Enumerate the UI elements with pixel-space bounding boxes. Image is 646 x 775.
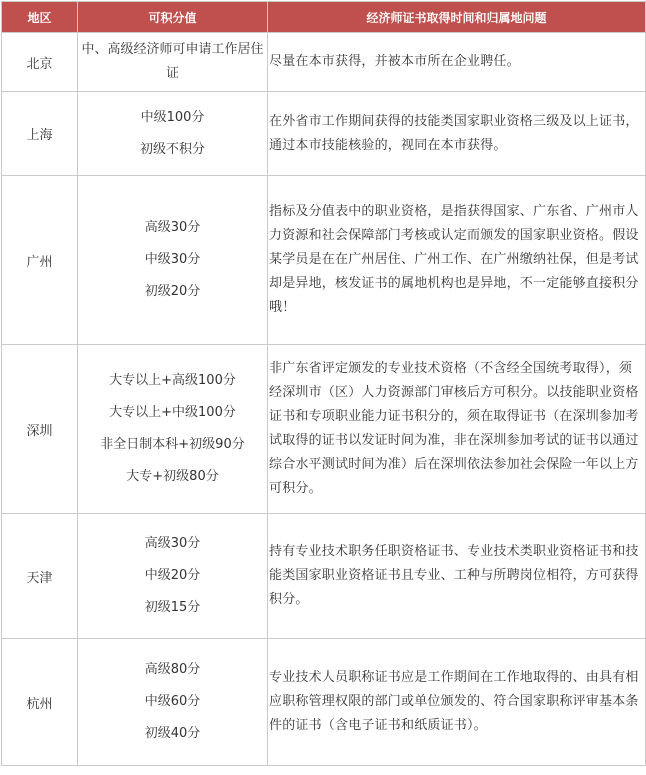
points-cell [78, 92, 268, 176]
table-row [2, 176, 646, 345]
points-item: 大专以上+中级100分 [109, 405, 236, 420]
points-item: 中、高级经济师可申请工作居住证 [81, 42, 264, 81]
points-item: 初级不积分 [139, 141, 205, 157]
region-cell: 广州 [2, 176, 78, 345]
points-cell [78, 345, 268, 514]
table-row [2, 639, 646, 766]
points-item: 初级15分 [144, 600, 201, 615]
region-cell: 深圳 [2, 345, 78, 514]
points-cell [78, 176, 268, 345]
points-cell [78, 514, 268, 639]
points-item: 高级30分 [144, 220, 201, 235]
points-item: 中级30分 [144, 252, 201, 267]
region-cell: 上海 [2, 92, 78, 176]
description-cell: 尽量在本市获得，并被本市所在企业聘任。 [268, 33, 646, 92]
description-cell: 持有专业技术职务任职资格证书、专业技术类职业资格证书和技能类国家职业资格证书且专业、工种与所聘岗位相符，方可获得积分。 [268, 514, 646, 639]
description-cell: 专业技术人员职称证书应是工作期间在工作地取得的、由具有相应职称管理权限的部门或单位颁发的、符合国家职称评审基本条件的证书（含电子证书和纸质证书）。 [268, 639, 646, 766]
description-cell: 指标及分值表中的职业资格，是指获得国家、广东省、广州市人力资源和社会保障部门考核或认定而颁发的国家职业资格。假设某学员是在在广州居住、广州工作、在广州缴纳社保，但是考试却是异地，核发证书的属地机构也是异地，不一定能够直接积分哦！ [268, 176, 646, 345]
points-item: 高级80分 [144, 662, 201, 677]
region-cell: 天津 [2, 514, 78, 639]
description-cell: 非广东省评定颁发的专业技术资格（不含经全国统考取得），须经深圳市（区）人力资源部门审核后方可积分。以技能职业资格证书和专项职业能力证书积分的，须在取得证书（在深圳参加考试取得的证书以发证时间为准，非在深圳参加考试的证书以通过综合水平测试时间为准）后在深圳依法参加社会保险一年以上方可积分。 [268, 345, 646, 514]
table-row [2, 514, 646, 639]
header-points: 可积分值 [78, 2, 268, 33]
description-cell: 在外省市工作期间获得的技能类国家职业资格三级及以上证书，通过本市技能核验的，视同在本市获得。 [268, 92, 646, 176]
table-header-row [2, 2, 646, 33]
points-item: 中级60分 [144, 694, 201, 709]
table-row [2, 92, 646, 176]
points-item: 中级20分 [144, 568, 201, 583]
points-table [1, 1, 646, 766]
header-description: 经济师证书取得时间和归属地问题 [268, 2, 646, 33]
header-region: 地区 [2, 2, 78, 33]
region-cell: 北京 [2, 33, 78, 92]
points-item: 大专以上+高级100分 [109, 373, 236, 388]
points-item: 大专+初级80分 [126, 469, 219, 484]
points-item: 初级20分 [144, 284, 201, 299]
table-row [2, 345, 646, 514]
table-row [2, 33, 646, 92]
points-cell [78, 33, 268, 92]
points-item: 高级30分 [144, 536, 201, 551]
points-item: 非全日制本科+初级90分 [100, 437, 245, 452]
points-cell [78, 639, 268, 766]
region-cell: 杭州 [2, 639, 78, 766]
points-item: 中级100分 [140, 109, 205, 125]
points-item: 初级40分 [144, 726, 201, 741]
